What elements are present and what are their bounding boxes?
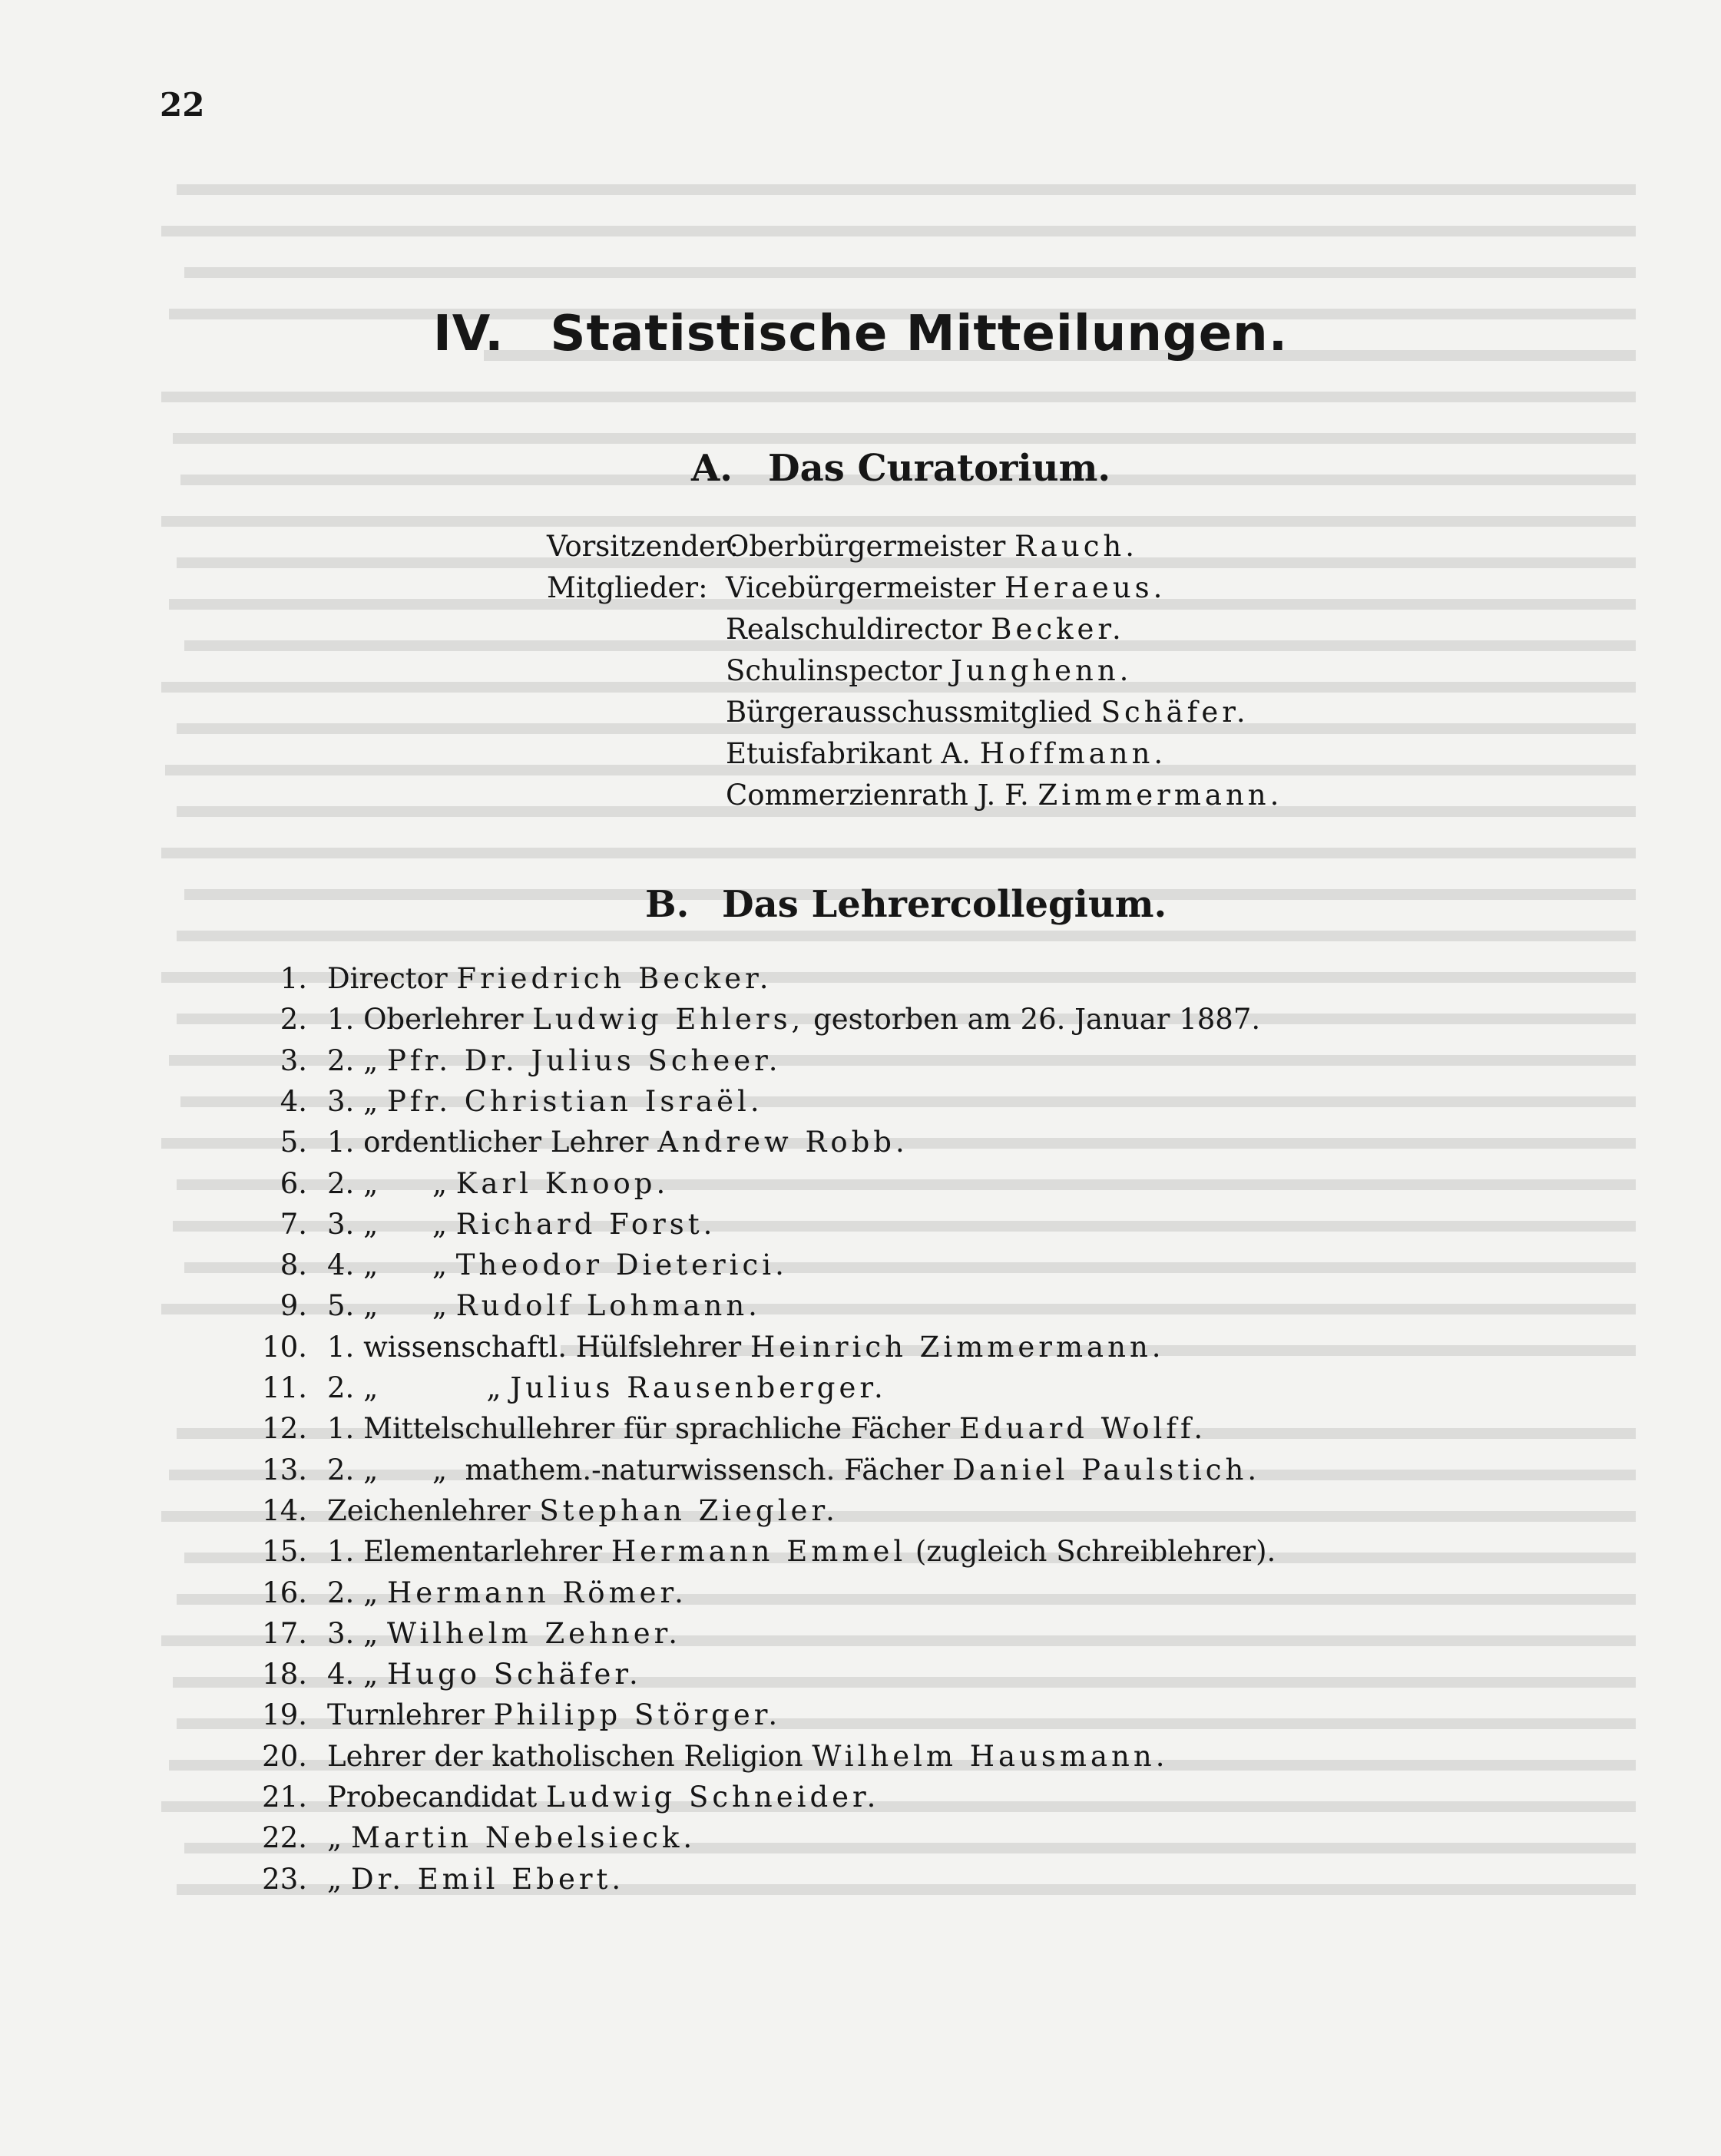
entry-text xyxy=(327,1371,887,1404)
entry-subnumber: 2. xyxy=(327,1371,364,1404)
entry-number: 11. xyxy=(262,1371,307,1404)
entry-name: Pfr. Dr. Julius Scheer. xyxy=(387,1044,782,1077)
entry-rank: „ xyxy=(327,1821,351,1854)
entry-number: 10. xyxy=(262,1331,307,1364)
entry-number: 15. xyxy=(262,1535,307,1568)
curatorium-member xyxy=(726,613,1125,646)
entry-number: 18. xyxy=(262,1658,307,1691)
chair-role: Oberbürgermeister xyxy=(726,530,1006,563)
entry-number: 1. xyxy=(280,962,307,995)
curatorium-members-label: Mitglieder: xyxy=(547,571,708,604)
entry-rank: „ xyxy=(363,1658,388,1691)
curatorium-member xyxy=(726,654,1132,687)
entry-number: 22. xyxy=(262,1821,307,1854)
entry-rank: Lehrer der katholischen Religion xyxy=(327,1740,813,1773)
curatorium-member xyxy=(726,779,1282,812)
entry-name: Stephan Ziegler. xyxy=(539,1494,839,1527)
member-role: Realschuldirector xyxy=(726,613,982,646)
entry-subnumber: 5. xyxy=(327,1289,364,1322)
member-name: Becker. xyxy=(991,613,1125,646)
entry-name: Hermann Römer. xyxy=(387,1576,687,1609)
entry-rank: „ xyxy=(363,1044,388,1077)
member-name: Junghenn. xyxy=(951,654,1133,687)
entry-name: Wilhelm Zehner. xyxy=(387,1617,682,1650)
entry-rank: „ „ xyxy=(363,1371,511,1404)
entry-subnumber: 1. xyxy=(327,1412,364,1445)
section-b-letter: B. xyxy=(645,883,690,926)
entry-text xyxy=(327,1698,781,1731)
main-heading xyxy=(0,306,1721,362)
member-name: Schäfer. xyxy=(1100,696,1249,729)
curatorium-member xyxy=(726,571,1166,604)
entry-name: Eduard Wolff. xyxy=(959,1412,1207,1445)
entry-rank: Oberlehrer xyxy=(363,1003,533,1036)
entry-rank: ordentlicher Lehrer xyxy=(363,1126,658,1159)
entry-number: 21. xyxy=(262,1781,307,1814)
member-name: Hoffmann. xyxy=(979,737,1167,770)
entry-number: 8. xyxy=(280,1248,307,1281)
member-role: Schulinspector xyxy=(726,654,942,687)
entry-note: (zugleich Schreiblehrer). xyxy=(906,1535,1276,1568)
chair-name: Rauch. xyxy=(1014,530,1139,563)
entry-number: 4. xyxy=(280,1085,307,1118)
entry-rank: „ xyxy=(327,1863,351,1896)
entry-text xyxy=(327,1044,782,1077)
entry-name: Julius Rausenberger. xyxy=(510,1371,887,1404)
entry-rank: Zeichenlehrer xyxy=(327,1494,540,1527)
entry-text xyxy=(327,1126,908,1159)
entry-number: 6. xyxy=(280,1167,307,1200)
entry-name: Andrew Robb. xyxy=(657,1126,908,1159)
entry-subnumber: 4. xyxy=(327,1658,364,1691)
section-b-title: Das Lehrercollegium. xyxy=(722,883,1167,926)
member-role: Vicebürgermeister xyxy=(726,571,996,604)
member-role: Commerzienrath J. F. xyxy=(726,779,1029,812)
entry-text xyxy=(327,1167,669,1200)
entry-subnumber: 1. xyxy=(327,1126,364,1159)
entry-subnumber: 3. xyxy=(327,1208,364,1241)
entry-text xyxy=(327,1535,1276,1568)
entry-text xyxy=(327,1821,696,1854)
entry-text xyxy=(327,1494,839,1527)
entry-text xyxy=(327,1863,624,1896)
page-number: 22 xyxy=(160,86,205,124)
entry-number: 9. xyxy=(280,1289,307,1322)
entry-name: Dr. Emil Ebert. xyxy=(350,1863,625,1896)
entry-name: Heinrich Zimmermann. xyxy=(750,1331,1165,1364)
entry-rank: „ xyxy=(363,1085,388,1118)
curatorium-chair-label: Vorsitzender: xyxy=(547,530,739,563)
entry-name: Martin Nebelsieck. xyxy=(350,1821,697,1854)
section-a-title: Das Curatorium. xyxy=(768,447,1111,490)
section-a-letter: A. xyxy=(691,447,733,490)
curatorium-member xyxy=(726,696,1249,729)
entry-number: 20. xyxy=(262,1740,307,1773)
entry-text xyxy=(327,1740,1168,1773)
entry-name: Rudolf Lohmann. xyxy=(455,1289,761,1322)
entry-name: Hugo Schäfer. xyxy=(387,1658,642,1691)
entry-subnumber: 1. xyxy=(327,1535,364,1568)
entry-rank: Elementarlehrer xyxy=(363,1535,611,1568)
entry-name: Pfr. Christian Israël. xyxy=(387,1085,763,1118)
entry-rank: „ „ xyxy=(363,1167,456,1200)
entry-number: 12. xyxy=(262,1412,307,1445)
entry-text xyxy=(327,962,773,995)
entry-rank: „ „ mathem.-naturwissensch. Fächer xyxy=(363,1453,953,1486)
entry-number: 23. xyxy=(262,1863,307,1896)
entry-name: Philipp Störger. xyxy=(493,1698,782,1731)
entry-text xyxy=(327,1781,879,1814)
member-role: Bürgerausschussmitglied xyxy=(726,696,1092,729)
entry-number: 5. xyxy=(280,1126,307,1159)
heading-number: IV. xyxy=(432,306,505,362)
entry-rank: „ „ xyxy=(363,1248,456,1281)
entry-subnumber: 4. xyxy=(327,1248,364,1281)
entry-rank: wissenschaftl. Hülfslehrer xyxy=(363,1331,751,1364)
entry-name: Hermann Emmel xyxy=(611,1535,907,1568)
entry-rank: Probecandidat xyxy=(327,1781,546,1814)
entry-name: Ludwig Ehlers, xyxy=(532,1003,805,1036)
entry-rank: Director xyxy=(327,962,457,995)
entry-rank: Mittelschullehrer für sprachliche Fächer xyxy=(363,1412,959,1445)
entry-text xyxy=(327,1412,1206,1445)
member-name: Heraeus. xyxy=(1004,571,1167,604)
entry-subnumber: 1. xyxy=(327,1331,364,1364)
entry-number: 19. xyxy=(262,1698,307,1731)
entry-number: 17. xyxy=(262,1617,307,1650)
entry-number: 7. xyxy=(280,1208,307,1241)
entry-rank: „ „ xyxy=(363,1289,456,1322)
entry-name: Ludwig Schneider. xyxy=(545,1781,880,1814)
entry-text xyxy=(327,1208,716,1241)
entry-text xyxy=(327,1617,681,1650)
entry-name: Wilhelm Hausmann. xyxy=(812,1740,1169,1773)
entry-text xyxy=(327,1003,1260,1036)
entry-subnumber: 1. xyxy=(327,1003,364,1036)
entry-text xyxy=(327,1085,763,1118)
heading-title: Statistische Mitteilungen. xyxy=(550,306,1289,362)
entry-number: 16. xyxy=(262,1576,307,1609)
entry-name: Theodor Dieterici. xyxy=(455,1248,788,1281)
curatorium-member xyxy=(726,737,1167,770)
entry-number: 13. xyxy=(262,1453,307,1486)
entry-text xyxy=(327,1658,642,1691)
entry-subnumber: 2. xyxy=(327,1576,364,1609)
section-a-heading xyxy=(691,447,1110,490)
entry-rank: Turnlehrer xyxy=(327,1698,494,1731)
entry-text xyxy=(327,1576,687,1609)
entry-text xyxy=(327,1248,788,1281)
entry-name: Friedrich Becker. xyxy=(456,962,773,995)
entry-name: Karl Knoop. xyxy=(455,1167,670,1200)
entry-subnumber: 3. xyxy=(327,1085,364,1118)
entry-rank: „ xyxy=(363,1617,388,1650)
entry-subnumber: 2. xyxy=(327,1044,364,1077)
section-b-heading xyxy=(645,883,1167,926)
entry-text xyxy=(327,1289,761,1322)
entry-rank: „ „ xyxy=(363,1208,456,1241)
entry-note: gestorben am 26. Januar 1887. xyxy=(804,1003,1261,1036)
entry-text xyxy=(327,1331,1165,1364)
entry-name: Daniel Paulstich. xyxy=(952,1453,1261,1486)
entry-name: Richard Forst. xyxy=(455,1208,717,1241)
entry-subnumber: 3. xyxy=(327,1617,364,1650)
member-name: Zimmermann. xyxy=(1038,779,1283,812)
entry-rank: „ xyxy=(363,1576,388,1609)
curatorium-chair xyxy=(726,530,1138,563)
entry-number: 14. xyxy=(262,1494,307,1527)
entry-subnumber: 2. xyxy=(327,1453,364,1486)
entry-text xyxy=(327,1453,1260,1486)
entry-number: 3. xyxy=(280,1044,307,1077)
member-role: Etuisfabrikant A. xyxy=(726,737,971,770)
entry-subnumber: 2. xyxy=(327,1167,364,1200)
entry-number: 2. xyxy=(280,1003,307,1036)
